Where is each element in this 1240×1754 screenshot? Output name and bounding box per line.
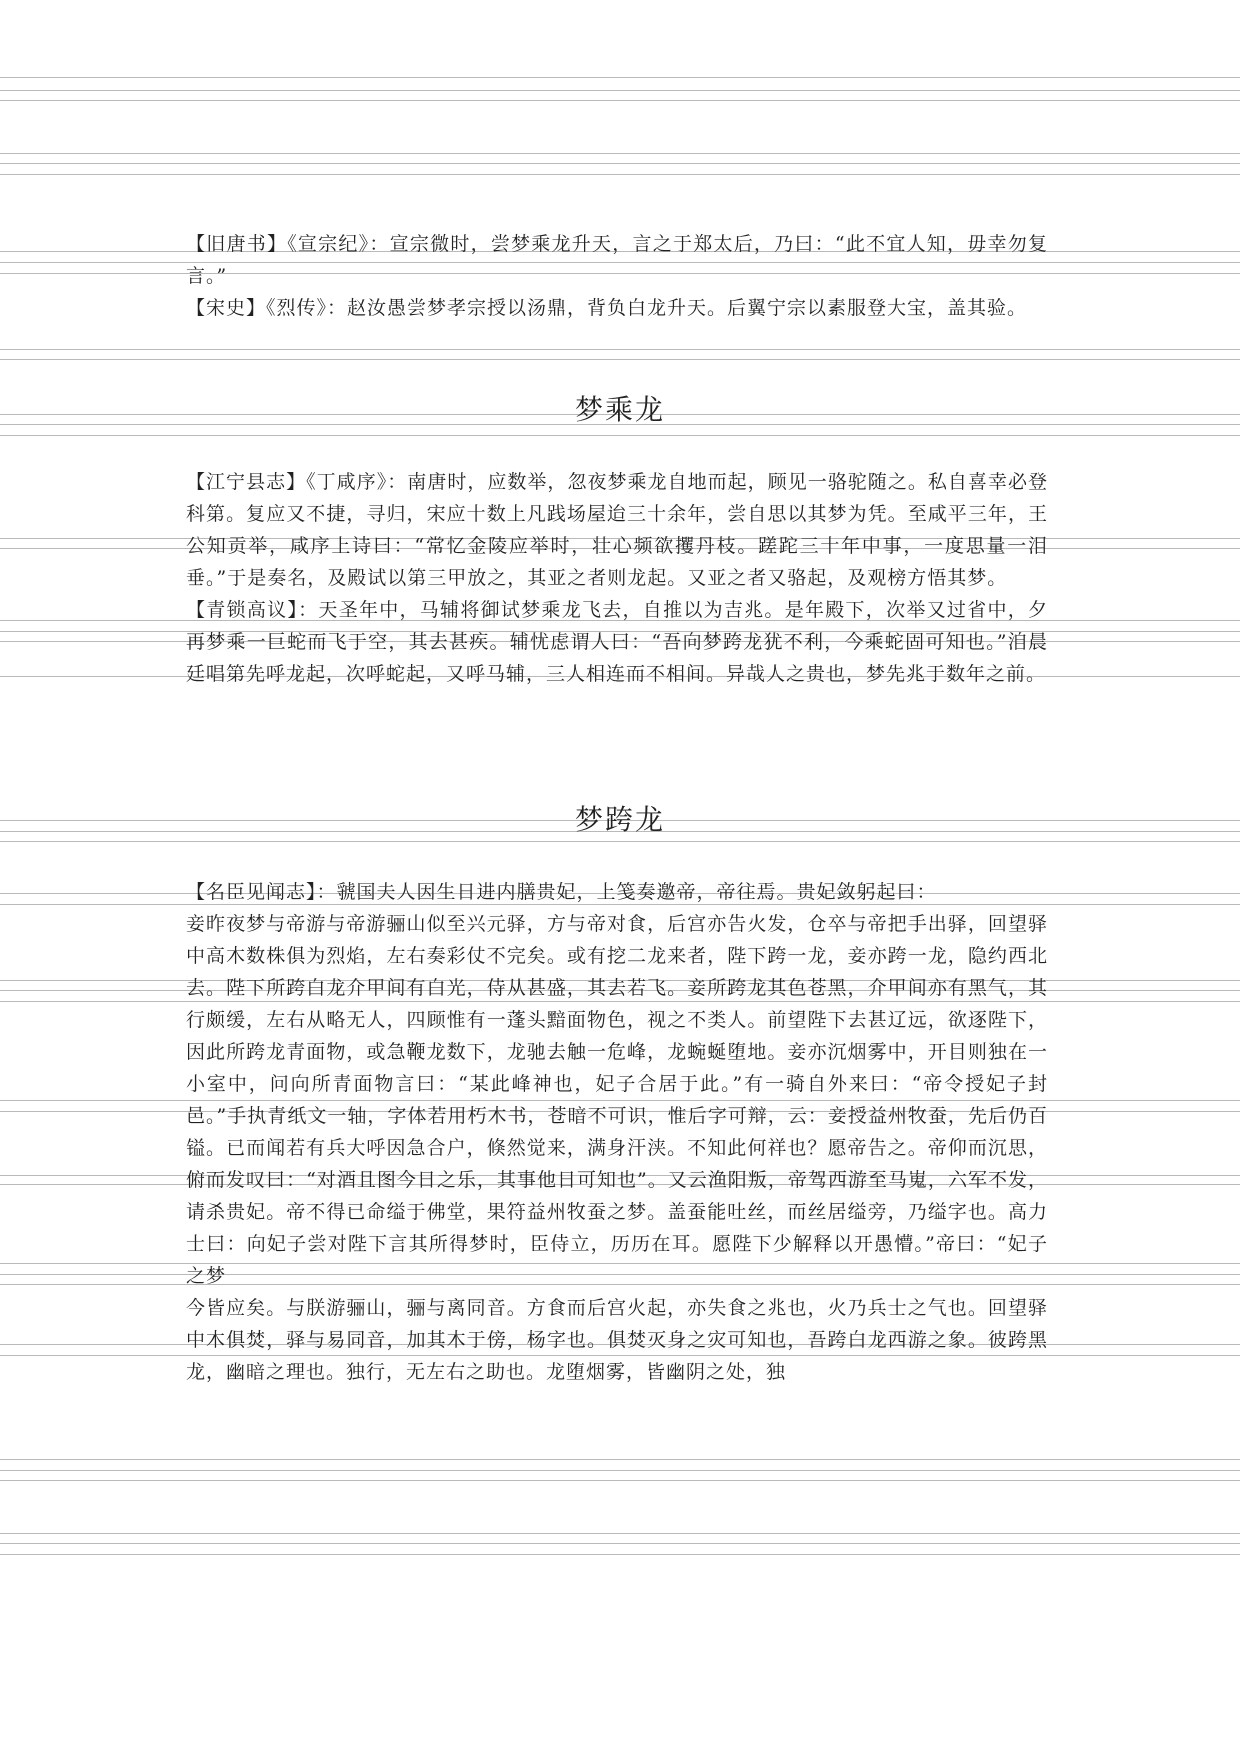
section-heading: 梦乘龙 [574, 393, 665, 426]
paragraph: 妾昨夜梦与帝游与帝游骊山似至兴元驿，方与帝对食，后宫亦告火发，仓卒与帝把手出驿，回望驿中高木数株俱为烈焰，左右奏彩仗不完矣。或有挖二龙来者，陛下跨一龙，妾亦跨一龙，隐约西北去。陛下所跨白龙介甲间有白光，侍从甚盛，其去若飞。妾所跨龙其色苍黑，介甲间亦有黑气，其行颇缓，左右从略无人，四顾惟有一蓬头黯面物色，视之不类人。前望陛下去甚辽远，欲逐陛下，因此所跨龙青面物，或急鞭龙数下，龙驰去触一危峰，龙蜿蜒堕地。妾亦沉烟雾中，开目则独在一小室中，问向所青面物言曰：“某此峰神也，妃子合居于此。”有一骑自外来曰：“帝令授妃子封邑。”手执青纸文一轴，字体若用朽木书，苍暗不可识，惟后字可辩，云：妾授益州牧蚕，先后仍百镒。已而闻若有兵大呼因急合户，倏然觉来，满身汗浃。不知此何祥也？愿帝告之。帝仰而沉思，俯而发叹曰：“对酒且图今日之乐，其事他日可知也”。又云渔阳叛，帝驾西游至马嵬，六军不发，请杀贵妃。帝不得已命缢于佛堂，果符益州牧蚕之梦。盖蚕能吐丝，而丝居缢旁，乃缢字也。高力士曰：向妃子尝对陛下言其所得梦时，臣侍立，历历在耳。愿陛下少解释以开愚懵。”帝曰：“妃子之梦 [186, 913, 1048, 1287]
paragraph: 【名臣见闻志】：虢国夫人因生日进内膳贵妃，上笺奏邀帝，帝往焉。贵妃敛躬起曰： [186, 881, 937, 903]
paragraph: 今皆应矣。与朕游骊山，骊与离同音。方食而后宫火起，亦失食之兆也，火乃兵士之气也。回望驿中木俱焚，驿与易同音，加其木于傍，杨字也。俱焚灭身之灾可知也，吾跨白龙西游之象。彼跨黑龙，幽暗之理也。独行，无左右之助也。龙堕烟雾，皆幽阴之处，独 [186, 1297, 1048, 1383]
paragraph: 【江宁县志】《丁咸序》：南唐时，应数举，忽夜梦乘龙自地而起，顾见一骆驼随之。私自喜幸必登科第。复应又不捷，寻归，宋应十数上凡践场屋迨三十余年，尝自思以其梦为凭。至咸平三年，王公知贡举，咸序上诗曰：“常忆金陵应举时，壮心频欲攫丹枝。蹉跎三十年中事，一度思量一泪垂。”于是奏名，及殿试以第三甲放之，其亚之者则龙起。又亚之者又骆起，及观榜方悟其梦。 [186, 471, 1048, 589]
paragraph: 【宋史】《烈传》：赵汝愚尝梦孝宗授以汤鼎，背负白龙升天。后翼宁宗以素服登大宝，盖其验。 [186, 297, 1028, 319]
paragraph: 【旧唐书】《宣宗纪》：宣宗微时，尝梦乘龙升天，言之于郑太后，乃曰：“此不宜人知，毋幸勿复言。” [186, 233, 1048, 287]
paragraph: 【青锁高议】：天圣年中，马辅将御试梦乘龙飞去，自推以为吉兆。是年殿下，次举又过省中，夕再梦乘一巨蛇而飞于空，其去甚疾。辅忧虑谓人曰：“吾向梦跨龙犹不利，今乘蛇固可知也。”洎晨廷唱第先呼龙起，次呼蛇起，又呼马辅，三人相连而不相间。异哉人之贵也，梦先兆于数年之前。 [186, 599, 1048, 685]
section-text [186, 876, 1048, 1388]
section-heading: 梦跨龙 [574, 803, 665, 836]
section-text [186, 466, 1048, 690]
intro-text [186, 228, 1048, 324]
